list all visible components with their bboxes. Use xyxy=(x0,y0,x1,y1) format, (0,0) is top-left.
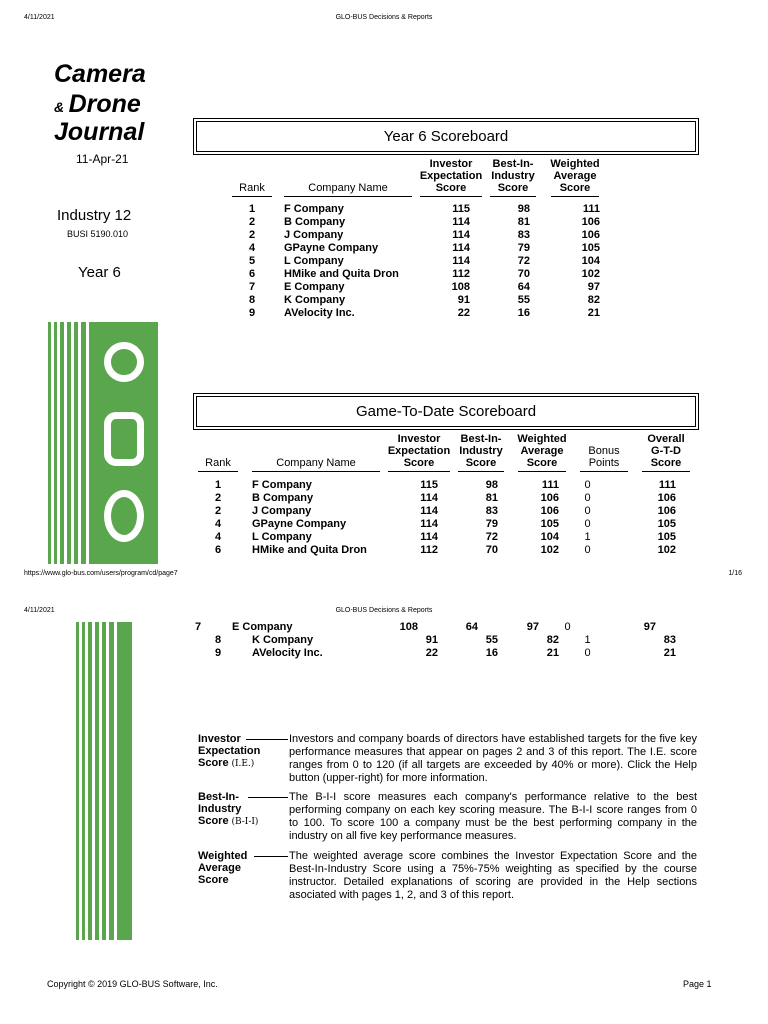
gtd-header-ie: Investor Expectation Score xyxy=(387,433,451,469)
table-row xyxy=(198,531,676,544)
rank-cell: 6 xyxy=(248,268,256,280)
wa-score-cell: 104 xyxy=(540,531,559,543)
bii-score-cell: 70 xyxy=(517,268,530,280)
rank-cell: 2 xyxy=(214,492,222,504)
overall-score-cell: 102 xyxy=(657,544,676,556)
rank-cell: 2 xyxy=(248,229,256,241)
gtd-continued-table xyxy=(194,621,676,660)
year-scoreboard-title: Year 6 Scoreboard xyxy=(196,121,696,152)
wa-score-cell: 82 xyxy=(587,294,600,306)
company-name-cell: E Company xyxy=(284,281,345,293)
wa-score-cell: 111 xyxy=(541,479,559,491)
company-name-cell: B Company xyxy=(252,492,314,504)
bii-score-cell: 81 xyxy=(485,492,498,504)
definition-leader-line xyxy=(254,856,288,857)
bii-score-cell: 64 xyxy=(517,281,530,293)
company-name-cell: J Company xyxy=(252,505,312,517)
wa-score-cell: 21 xyxy=(587,307,600,319)
green-stripes-decoration xyxy=(48,322,158,564)
definition-leader-line xyxy=(246,739,288,740)
bii-score-cell: 79 xyxy=(517,242,530,254)
ie-score-cell: 114 xyxy=(420,505,438,517)
ie-score-cell: 22 xyxy=(425,647,438,659)
ys-header-bii: Best-In- Industry Score xyxy=(491,158,535,194)
company-name-cell: L Company xyxy=(284,255,344,267)
rank-cell: 8 xyxy=(248,294,256,306)
ie-score-cell: 115 xyxy=(420,479,438,491)
wa-score-cell: 106 xyxy=(581,229,600,241)
company-name-cell: F Company xyxy=(252,479,312,491)
wa-score-cell: 111 xyxy=(582,203,600,215)
bii-score-cell: 64 xyxy=(465,621,478,633)
wa-score-cell: 105 xyxy=(581,242,600,254)
page1-footer-url: https://www.glo-bus.com/users/program/cd/page7 xyxy=(24,570,178,577)
rank-cell: 7 xyxy=(248,281,256,293)
company-name-cell: F Company xyxy=(284,203,344,215)
table-row xyxy=(178,621,656,634)
year-scoreboard-table xyxy=(232,203,600,320)
definition-term: Best-In- Industry Score (B-I-I) xyxy=(198,791,259,827)
definition-term: Investor Expectation Score (I.E.) xyxy=(198,733,261,769)
overall-score-cell: 97 xyxy=(643,621,656,633)
bii-score-cell: 70 xyxy=(485,544,498,556)
bonus-points-cell: 0 xyxy=(584,492,591,504)
bii-score-cell: 83 xyxy=(485,505,498,517)
page2-header-title: GLO-BUS Decisions & Reports xyxy=(335,607,433,614)
course-label: BUSI 5190.010 xyxy=(67,229,129,239)
page1-footer-page: 1/16 xyxy=(728,570,742,577)
gtd-header-overall: Overall G-T-D Score xyxy=(647,433,685,469)
wa-score-cell: 102 xyxy=(581,268,600,280)
bii-score-cell: 79 xyxy=(485,518,498,530)
wa-score-cell: 82 xyxy=(546,634,559,646)
table-row xyxy=(198,479,676,492)
company-name-cell: B Company xyxy=(284,216,346,228)
gtd-scoreboard-table xyxy=(198,479,676,557)
rank-cell: 8 xyxy=(214,634,222,646)
wa-score-cell: 105 xyxy=(540,518,559,530)
table-row xyxy=(232,268,600,281)
table-row xyxy=(198,518,676,531)
overall-score-cell: 106 xyxy=(657,492,676,504)
journal-title-line2: Drone xyxy=(68,90,141,118)
bonus-points-cell: 0 xyxy=(584,479,591,491)
gtd-header-rank: Rank xyxy=(205,457,231,469)
year-label: Year 6 xyxy=(78,264,121,281)
company-name-cell: HMike and Quita Dron xyxy=(284,268,399,280)
ie-score-cell: 91 xyxy=(457,294,470,306)
rank-cell: 1 xyxy=(214,479,222,491)
bonus-points-cell: 1 xyxy=(584,634,591,646)
bonus-points-cell: 0 xyxy=(564,621,571,633)
ie-score-cell: 112 xyxy=(420,544,438,556)
rank-cell: 9 xyxy=(214,647,222,659)
overall-score-cell: 111 xyxy=(658,479,676,491)
definition-text: Investors and company boards of directors have established targets for the five key performance measures that appear on pages 2 and 3 of this report. The I.E. score ranges from 0 to 120 (if all targets are exceeded by 40% or more). Click the Help button (upper-right) for more information. xyxy=(289,733,697,784)
company-name-cell: L Company xyxy=(252,531,312,543)
ie-score-cell: 112 xyxy=(452,268,470,280)
page1-header-title: GLO-BUS Decisions & Reports xyxy=(335,14,433,21)
ie-score-cell: 22 xyxy=(457,307,470,319)
bii-score-cell: 81 xyxy=(517,216,530,228)
rank-cell: 2 xyxy=(214,505,222,517)
bii-score-cell: 55 xyxy=(517,294,530,306)
rank-cell: 4 xyxy=(214,518,222,530)
copyright: Copyright © 2019 GLO-BUS Software, Inc. xyxy=(47,979,218,989)
gtd-header-bonus: Bonus Points xyxy=(588,445,620,469)
bii-score-cell: 72 xyxy=(485,531,498,543)
table-row xyxy=(232,281,600,294)
table-row xyxy=(198,492,676,505)
bonus-points-cell: 1 xyxy=(584,531,591,543)
wa-score-cell: 21 xyxy=(546,647,559,659)
page2-header-date: 4/11/2021 xyxy=(24,607,55,614)
table-row xyxy=(232,255,600,268)
overall-score-cell: 21 xyxy=(663,647,676,659)
wa-score-cell: 106 xyxy=(540,505,559,517)
ys-header-ie: Investor Expectation Score xyxy=(419,158,483,194)
ie-score-cell: 91 xyxy=(425,634,438,646)
page-number: Page 1 xyxy=(683,979,712,989)
rank-cell: 9 xyxy=(248,307,256,319)
bonus-points-cell: 0 xyxy=(584,505,591,517)
company-name-cell: GPayne Company xyxy=(252,518,347,530)
ie-score-cell: 114 xyxy=(452,242,470,254)
bonus-points-cell: 0 xyxy=(584,518,591,530)
bii-score-cell: 83 xyxy=(517,229,530,241)
ie-score-cell: 114 xyxy=(420,492,438,504)
table-row xyxy=(198,647,676,660)
bonus-points-cell: 0 xyxy=(584,544,591,556)
rank-cell: 1 xyxy=(248,203,256,215)
overall-score-cell: 106 xyxy=(657,505,676,517)
company-name-cell: J Company xyxy=(284,229,344,241)
rank-cell: 4 xyxy=(214,531,222,543)
wa-score-cell: 102 xyxy=(540,544,559,556)
gtd-header-company: Company Name xyxy=(276,457,356,469)
green-stripes-decoration-2 xyxy=(76,622,132,940)
company-name-cell: AVelocity Inc. xyxy=(284,307,355,319)
ys-header-wa: Weighted Average Score xyxy=(550,158,600,194)
journal-date: 11-Apr-21 xyxy=(76,152,129,166)
table-row xyxy=(198,544,676,557)
wa-score-cell: 106 xyxy=(581,216,600,228)
wa-score-cell: 104 xyxy=(581,255,600,267)
gtd-header-wa: Weighted Average Score xyxy=(517,433,567,469)
table-row xyxy=(232,216,600,229)
bii-score-cell: 98 xyxy=(485,479,498,491)
ie-score-cell: 114 xyxy=(420,531,438,543)
ie-score-cell: 114 xyxy=(452,216,470,228)
rank-cell: 2 xyxy=(248,216,256,228)
page1-header-date: 4/11/2021 xyxy=(24,14,55,21)
ie-score-cell: 115 xyxy=(452,203,470,215)
table-row xyxy=(198,634,676,647)
gtd-header-bii: Best-In- Industry Score xyxy=(459,433,503,469)
wa-score-cell: 106 xyxy=(540,492,559,504)
definition-text: The weighted average score combines the Investor Expectation Score and the Best-In-Industry Score using a 75%-75% weighting as specified by the course instructor. Detailed explanations of scoring are provided in the Help sections asociated with pages 1, 2, and 3 of this report. xyxy=(289,850,697,901)
ie-score-cell: 114 xyxy=(452,255,470,267)
company-name-cell: HMike and Quita Dron xyxy=(252,544,367,556)
company-name-cell: GPayne Company xyxy=(284,242,379,254)
table-row xyxy=(198,505,676,518)
bii-score-cell: 55 xyxy=(485,634,498,646)
journal-title-line3: Journal xyxy=(54,118,145,146)
ys-header-rank: Rank xyxy=(239,182,265,194)
table-row xyxy=(232,294,600,307)
table-row xyxy=(232,229,600,242)
overall-score-cell: 105 xyxy=(657,531,676,543)
ie-score-cell: 114 xyxy=(420,518,438,530)
journal-title-amp: & xyxy=(54,99,65,115)
ie-score-cell: 114 xyxy=(452,229,470,241)
bii-score-cell: 16 xyxy=(485,647,498,659)
rank-cell: 4 xyxy=(248,242,256,254)
industry-label: Industry 12 xyxy=(57,207,132,224)
table-row xyxy=(232,242,600,255)
rank-cell: 6 xyxy=(214,544,222,556)
definition-leader-line xyxy=(248,797,288,798)
definition-text: The B-I-I score measures each company's performance relative to the best performing company on each key scoring measure. The B-I-I score ranges from 0 to 100. To score 100 a company must be the best performing company in the industry on all five key performance measures. xyxy=(289,791,697,842)
rank-cell: 7 xyxy=(194,621,202,633)
gtd-scoreboard-title: Game-To-Date Scoreboard xyxy=(196,396,696,427)
ie-score-cell: 108 xyxy=(399,621,418,633)
bii-score-cell: 16 xyxy=(517,307,530,319)
company-name-cell: E Company xyxy=(232,621,293,633)
company-name-cell: K Company xyxy=(284,294,346,306)
ie-score-cell: 108 xyxy=(451,281,470,293)
wa-score-cell: 97 xyxy=(587,281,600,293)
bii-score-cell: 72 xyxy=(517,255,530,267)
definition-term: Weighted Average Score xyxy=(198,850,248,886)
company-name-cell: K Company xyxy=(252,634,314,646)
wa-score-cell: 97 xyxy=(526,621,539,633)
overall-score-cell: 83 xyxy=(663,634,676,646)
overall-score-cell: 105 xyxy=(657,518,676,530)
rank-cell: 5 xyxy=(248,255,256,267)
table-row xyxy=(232,307,600,320)
journal-title-line1: Camera xyxy=(54,60,146,88)
ys-header-company: Company Name xyxy=(308,182,388,194)
company-name-cell: AVelocity Inc. xyxy=(252,647,323,659)
bonus-points-cell: 0 xyxy=(584,647,591,659)
bii-score-cell: 98 xyxy=(517,203,530,215)
table-row xyxy=(232,203,600,216)
